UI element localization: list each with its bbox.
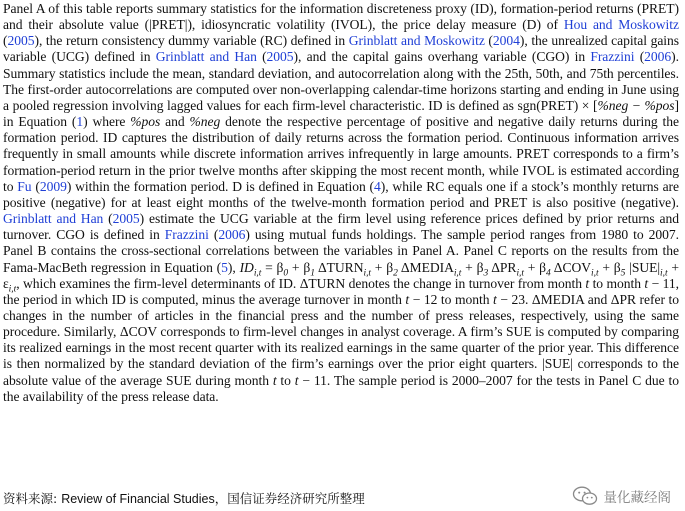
- math-subscript: i,t: [660, 268, 668, 279]
- watermark-text: 量化藏经阁: [603, 490, 671, 506]
- citation-link[interactable]: Grinblatt and Han: [155, 49, 257, 65]
- text-run: = β: [261, 259, 284, 275]
- text-run: (: [484, 33, 493, 49]
- math-subscript: i,t: [453, 268, 462, 279]
- math-subscript: i,t: [591, 268, 599, 279]
- citation-link[interactable]: 1: [76, 114, 84, 130]
- text-run: − 11. The sample period is 2000–2007 for the tests in Panel C due to the availability of the press release data.: [3, 372, 679, 404]
- text-run: ). Summary statistics include the mean, standard deviation, and autocorrelation along with the 25th, 50th, and 75th percentiles. The first-order autocorrelations are computed over non-overlapping calendar-time horizons starting and ending in June using a pooled regression involving lagged values for each firm-level characteristic. ID is defined as sgn(PRET) × [: [3, 49, 679, 113]
- text-run: ] in Equation (: [3, 97, 679, 130]
- text-run: + β: [598, 259, 621, 275]
- footer-suffix: ，国信证券经济研究所整理: [214, 491, 365, 506]
- text-run: ΔMEDIA: [397, 259, 454, 275]
- wechat-icon: [572, 486, 598, 506]
- math-text: t: [644, 275, 649, 291]
- math-text: t: [294, 372, 299, 388]
- text-run: − 23. ΔMEDIA and ΔPR refer to changes in the number of articles in the financial press and the number of press releases, respectively, using the same procedure. Similarly, ΔCOV corresponds to firm-level changes in analyst coverage. A firm’s SUE is computed by comparing its realized earnings in the most recent quarter with its realized earnings in the same quarter of the prior year. This difference is then normalized by the standard deviation of the firm’s earnings over the prior eight quarters. |SUE| corresponds to the absolute value of the average SUE during month: [3, 291, 679, 388]
- math-subscript: i,t: [8, 284, 17, 295]
- text-run: (: [31, 178, 40, 194]
- math-subscript: i,t: [516, 268, 524, 279]
- math-subscript: 2: [393, 268, 398, 279]
- citation-link[interactable]: Hou and Moskowitz: [563, 17, 679, 33]
- text-run: + ε: [3, 259, 679, 291]
- text-run: (: [634, 49, 645, 65]
- math-text: %pos: [130, 114, 161, 130]
- text-run: to month: [589, 275, 645, 291]
- text-run: ),: [227, 259, 240, 275]
- text-run: (: [208, 227, 219, 243]
- math-subscript: 1: [310, 268, 315, 279]
- citation-link[interactable]: 2004: [492, 33, 520, 49]
- text-run: ) using mutual funds holdings. The sample period ranges from 1980 to 2007. Panel B contains the cross-sectional correlations between the variables in Panel A. Panel C reports on the results from the Fama-MacBeth regression in Equation (: [3, 227, 679, 275]
- text-run: ΔPR: [488, 259, 517, 275]
- text-run: ΔTURN: [314, 259, 364, 275]
- citation-link[interactable]: 2005: [7, 33, 35, 49]
- text-run: (: [103, 211, 113, 227]
- text-run: , which examines the firm-level determinants of ID. ΔTURN denotes the change in turnover from month: [16, 275, 586, 291]
- watermark: [572, 484, 672, 508]
- math-text: t: [493, 291, 497, 307]
- text-run: ) where: [83, 114, 131, 130]
- text-run: (: [3, 33, 8, 49]
- text-run: to: [276, 372, 295, 388]
- text-run: ΔCOV: [550, 259, 592, 275]
- math-subscript: 0: [283, 268, 289, 279]
- text-run: ) estimate the UCG variable at the firm level using reference prices defined by prior returns and turnover. CGO is defined in: [3, 211, 679, 243]
- math-text: %neg − %pos: [597, 97, 675, 113]
- citation-link[interactable]: Frazzini: [590, 49, 635, 65]
- math-subscript: 4: [546, 268, 551, 279]
- math-text: ID: [239, 259, 254, 275]
- text-run: (: [256, 49, 267, 65]
- citation-link[interactable]: Fu: [17, 178, 32, 194]
- citation-link[interactable]: Frazzini: [164, 227, 209, 243]
- table-note-paragraph: [3, 1, 679, 405]
- citation-link[interactable]: 2006: [218, 227, 246, 243]
- text-run: ), and the capital gains overhang variable (CGO) in: [293, 49, 591, 65]
- math-text: t: [405, 291, 410, 307]
- text-run: and: [160, 114, 190, 130]
- citation-link[interactable]: 5: [221, 259, 228, 275]
- text-run: |SUE|: [625, 259, 661, 275]
- text-run: Panel A of this table reports summary statistics for the information discreteness proxy (ID), formation-period returns (PRET) and their absolute value (|PRET|), idiosyncratic volatility (IVOL), the price delay measure (D) of: [3, 1, 679, 33]
- text-run: ), while RC equals one if a stock’s monthly returns are positive (negative) for at least eight months of the twelve-month formation period and PRET is also positive (negative).: [3, 178, 680, 210]
- math-subscript: 3: [483, 268, 489, 279]
- math-subscript: i,t: [253, 268, 262, 279]
- footer-source: Review of Financial Studies: [61, 492, 215, 506]
- math-subscript: i,t: [363, 268, 371, 279]
- text-run: ), the unrealized capital gains variable (UCG) defined in: [3, 33, 680, 65]
- text-run: ) within the formation period. D is defined in Equation (: [66, 178, 375, 194]
- citation-link[interactable]: Grinblatt and Han: [3, 211, 104, 227]
- text-run: − 12 to month: [409, 291, 494, 307]
- citation-link[interactable]: 2005: [266, 49, 294, 65]
- citation-link[interactable]: 2006: [644, 49, 672, 65]
- text-run: + β: [288, 259, 311, 275]
- citation-link[interactable]: Grinblatt and Moskowitz: [348, 33, 485, 49]
- citation-link[interactable]: 2005: [112, 211, 140, 227]
- text-run: denote the respective percentage of positive and negative daily returns during the formation period. ID captures the distribution of daily returns across the formation period. Continuous information arrives frequently in small amounts while discrete information arrives infrequently in large amounts. PRET corresponds to a firm’s formation-period return in the prior twelve months after skipping the most recent month, while IVOL is estimated according to: [3, 114, 679, 194]
- math-text: t: [585, 275, 590, 291]
- citation-link[interactable]: 4: [374, 178, 381, 194]
- footer-prefix: 资料来源:: [3, 491, 62, 506]
- text-run: + β: [523, 259, 547, 275]
- math-text: %neg: [189, 114, 221, 130]
- text-run: ), the return consistency dummy variable (RC) defined in: [34, 33, 349, 49]
- source-footer: [3, 490, 523, 508]
- citation-link[interactable]: 2009: [39, 178, 67, 194]
- math-text: t: [272, 372, 277, 388]
- math-subscript: 5: [620, 268, 626, 279]
- text-run: + β: [461, 259, 484, 275]
- text-run: + β: [371, 259, 394, 275]
- text-run: − 11, the period in which ID is computed, minus the average turnover in month: [3, 275, 679, 307]
